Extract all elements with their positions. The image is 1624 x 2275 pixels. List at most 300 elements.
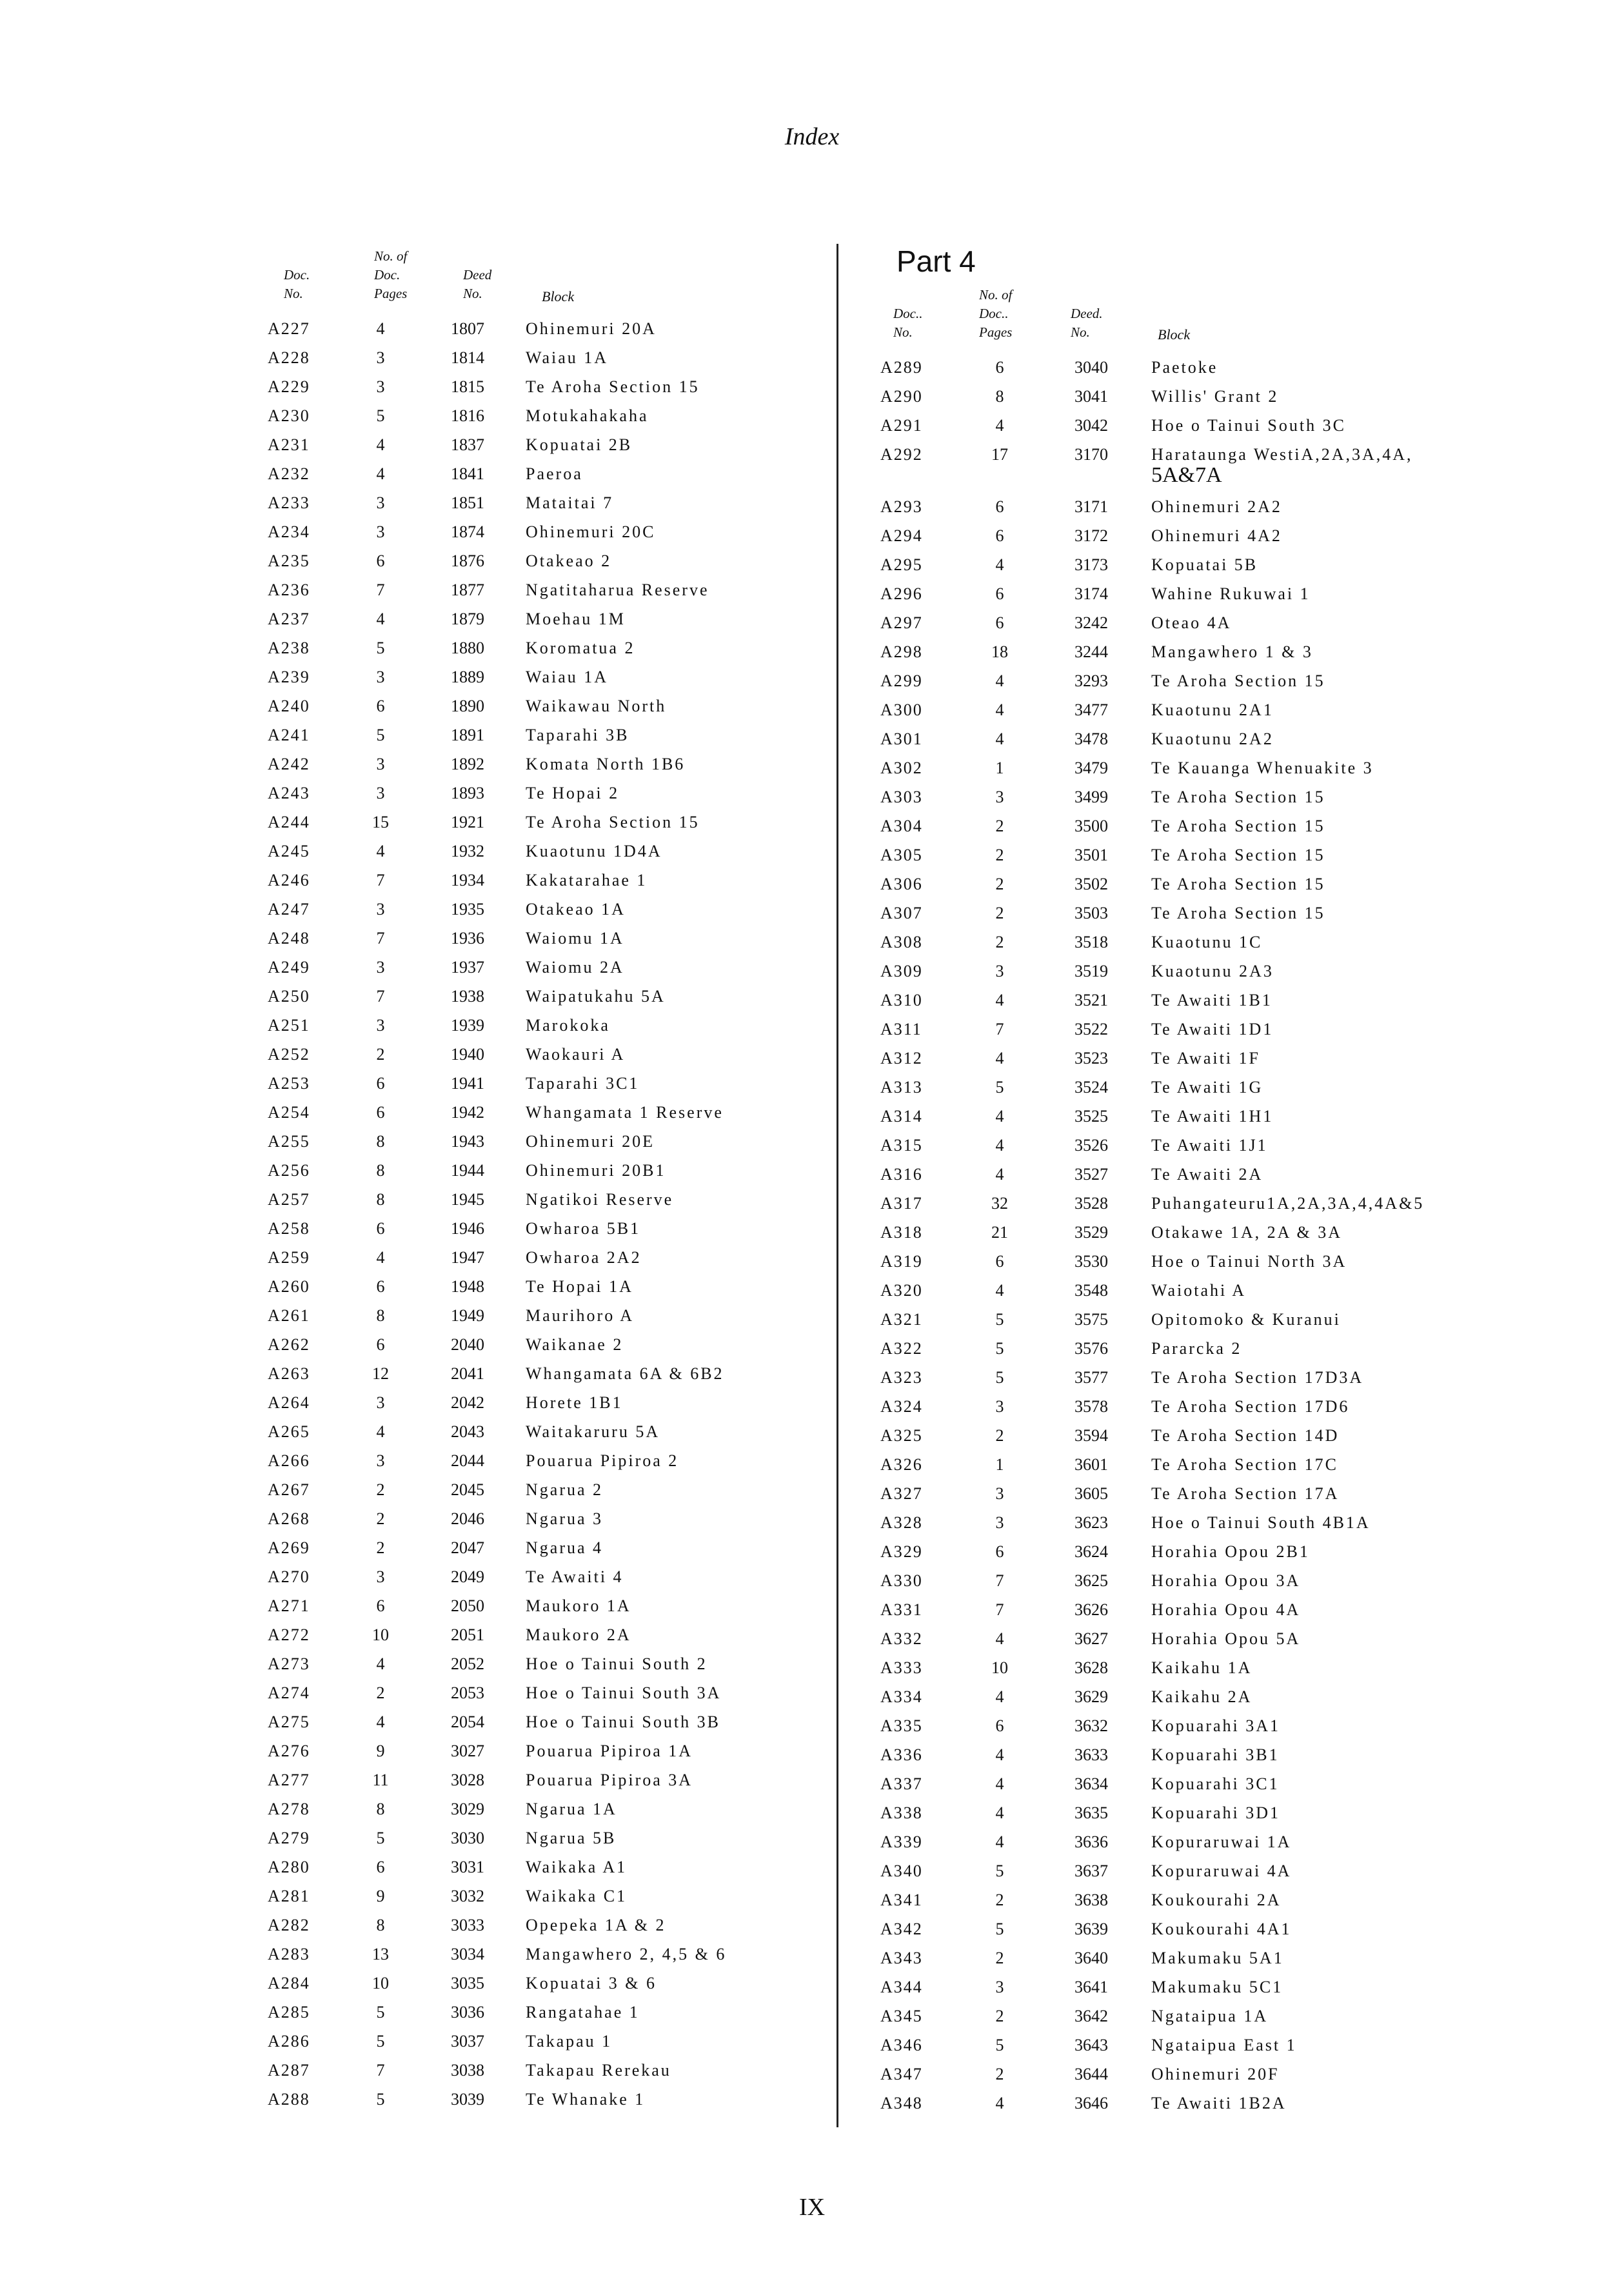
deed-number: 3172 bbox=[1074, 526, 1108, 545]
deed-number: 1939 bbox=[451, 1016, 484, 1035]
page-count: 4 bbox=[995, 1165, 1004, 1184]
block-name: Waikanae 2 bbox=[526, 1335, 624, 1354]
page-count: 18 bbox=[991, 642, 1008, 661]
block-name-continued: 5A&7A bbox=[1151, 463, 1222, 487]
right-doc-header: Doc.. No. bbox=[893, 306, 923, 340]
deed-number: 2053 bbox=[451, 1684, 484, 1702]
deed-number: 1932 bbox=[451, 842, 484, 860]
doc-number: A249 bbox=[268, 958, 310, 977]
page-count: 2 bbox=[376, 1538, 385, 1557]
deed-number: 3171 bbox=[1074, 497, 1108, 516]
doc-number: A273 bbox=[268, 1654, 310, 1673]
page-count: 6 bbox=[995, 1716, 1004, 1735]
doc-number: A275 bbox=[268, 1713, 310, 1731]
deed-number: 2045 bbox=[451, 1480, 484, 1499]
block-name: Ngataipua East 1 bbox=[1151, 2036, 1297, 2054]
deed-number: 3530 bbox=[1074, 1252, 1108, 1271]
deed-number: 3042 bbox=[1074, 416, 1108, 435]
block-name: Te Aroha Section 17C bbox=[1151, 1455, 1338, 1474]
doc-number: A319 bbox=[880, 1252, 923, 1271]
block-name: Kopuatai 3 & 6 bbox=[526, 1974, 657, 1992]
deed-number: 2054 bbox=[451, 1713, 484, 1731]
page-count: 4 bbox=[995, 555, 1004, 574]
block-name: Hoe o Tainui North 3A bbox=[1151, 1252, 1347, 1271]
page-count: 6 bbox=[376, 1858, 385, 1876]
block-name: Ngarua 5B bbox=[526, 1829, 617, 1847]
deed-number: 3031 bbox=[451, 1858, 484, 1876]
deed-number: 3641 bbox=[1074, 1978, 1108, 1996]
page-count: 3 bbox=[995, 1397, 1004, 1416]
doc-number: A306 bbox=[880, 875, 923, 893]
block-name: Ohinemuri 20B1 bbox=[526, 1161, 666, 1180]
block-name: Harataunga WestiA,2A,3A,4A, bbox=[1151, 445, 1413, 464]
deed-number: 1837 bbox=[451, 435, 484, 454]
doc-number: A333 bbox=[880, 1658, 923, 1677]
doc-number: A251 bbox=[268, 1016, 310, 1035]
block-name: Makumaku 5C1 bbox=[1151, 1978, 1283, 1996]
page-count: 3 bbox=[995, 1484, 1004, 1503]
block-name: Te Awaiti 1B2A bbox=[1151, 2094, 1287, 2112]
doc-number: A283 bbox=[268, 1945, 310, 1963]
deed-number: 3040 bbox=[1074, 358, 1108, 377]
block-name: Horahia Opou 5A bbox=[1151, 1629, 1301, 1648]
page-count: 4 bbox=[995, 1049, 1004, 1068]
deed-number: 3293 bbox=[1074, 671, 1108, 690]
page-count: 4 bbox=[995, 700, 1004, 719]
doc-number: A288 bbox=[268, 2090, 310, 2109]
block-name: Hoe o Tainui South 3A bbox=[526, 1684, 722, 1702]
page-count: 4 bbox=[376, 435, 385, 454]
block-name: Wahine Rukuwai 1 bbox=[1151, 584, 1311, 603]
block-name: Otakeao 1A bbox=[526, 900, 626, 919]
doc-number: A238 bbox=[268, 639, 310, 657]
deed-number: 3519 bbox=[1074, 962, 1108, 980]
doc-number: A274 bbox=[268, 1684, 310, 1702]
doc-number: A248 bbox=[268, 929, 310, 948]
block-name: Te Whanake 1 bbox=[526, 2090, 646, 2109]
doc-number: A227 bbox=[268, 319, 310, 338]
page-count: 2 bbox=[995, 933, 1004, 951]
deed-number: 3623 bbox=[1074, 1513, 1108, 1532]
deed-number: 2044 bbox=[451, 1451, 484, 1470]
page-count: 4 bbox=[995, 1774, 1004, 1793]
deed-number: 1949 bbox=[451, 1306, 484, 1325]
doc-number: A246 bbox=[268, 871, 310, 889]
page-count: 10 bbox=[991, 1658, 1008, 1677]
doc-number: A301 bbox=[880, 730, 923, 748]
doc-number: A234 bbox=[268, 522, 310, 541]
page-count: 2 bbox=[376, 1684, 385, 1702]
right-deed-header: Deed. No. bbox=[1071, 306, 1103, 340]
doc-number: A266 bbox=[268, 1451, 310, 1470]
page-count: 3 bbox=[376, 900, 385, 919]
page-count: 3 bbox=[995, 1513, 1004, 1532]
deed-number: 3605 bbox=[1074, 1484, 1108, 1503]
page-count: 6 bbox=[995, 1252, 1004, 1271]
block-name: Te Aroha Section 15 bbox=[1151, 817, 1325, 835]
deed-number: 3035 bbox=[451, 1974, 484, 1992]
deed-number: 3576 bbox=[1074, 1339, 1108, 1358]
doc-number: A231 bbox=[268, 435, 310, 454]
page-count: 1 bbox=[995, 759, 1004, 777]
doc-number: A343 bbox=[880, 1949, 923, 1967]
page-count: 2 bbox=[995, 2065, 1004, 2083]
doc-number: A332 bbox=[880, 1629, 923, 1648]
block-name: Oteao 4A bbox=[1151, 613, 1232, 632]
page-count: 2 bbox=[995, 846, 1004, 864]
deed-number: 1877 bbox=[451, 581, 484, 599]
block-name: Te Kauanga Whenuakite 3 bbox=[1151, 759, 1374, 777]
doc-number: A293 bbox=[880, 497, 923, 516]
deed-number: 3027 bbox=[451, 1742, 484, 1760]
block-name: Taparahi 3C1 bbox=[526, 1074, 640, 1093]
doc-number: A281 bbox=[268, 1887, 310, 1905]
page-count: 11 bbox=[372, 1771, 389, 1789]
page-count: 5 bbox=[995, 2036, 1004, 2054]
deed-number: 3626 bbox=[1074, 1600, 1108, 1619]
page-count: 3 bbox=[376, 1016, 385, 1035]
deed-number: 2049 bbox=[451, 1567, 484, 1586]
deed-number: 1876 bbox=[451, 551, 484, 570]
doc-number: A271 bbox=[268, 1596, 310, 1615]
block-name: Te Aroha Section 15 bbox=[1151, 671, 1325, 690]
page-number: IX bbox=[798, 2194, 826, 2221]
doc-number: A269 bbox=[268, 1538, 310, 1557]
page-count: 2 bbox=[995, 1891, 1004, 1909]
doc-number: A334 bbox=[880, 1687, 923, 1706]
page-count: 7 bbox=[995, 1020, 1004, 1038]
block-name: Waiomu 2A bbox=[526, 958, 624, 977]
deed-number: 3037 bbox=[451, 2032, 484, 2051]
deed-number: 3634 bbox=[1074, 1774, 1108, 1793]
page-count: 9 bbox=[376, 1742, 385, 1760]
deed-number: 1851 bbox=[451, 493, 484, 512]
deed-number: 1814 bbox=[451, 348, 484, 367]
page-count: 5 bbox=[376, 2090, 385, 2109]
deed-number: 1816 bbox=[451, 406, 484, 425]
block-name: Te Aroha Section 15 bbox=[1151, 788, 1325, 806]
doc-number: A259 bbox=[268, 1248, 310, 1267]
page-count: 5 bbox=[376, 1829, 385, 1847]
doc-number: A286 bbox=[268, 2032, 310, 2051]
block-name: Ngatikoi Reserve bbox=[526, 1190, 674, 1209]
doc-number: A337 bbox=[880, 1774, 923, 1793]
page-count: 8 bbox=[376, 1190, 385, 1209]
block-name: Takapau 1 bbox=[526, 2032, 613, 2051]
block-name: Horete 1B1 bbox=[526, 1393, 623, 1412]
deed-number: 1942 bbox=[451, 1103, 484, 1122]
block-name: Motukahakaha bbox=[526, 406, 649, 425]
deed-number: 3637 bbox=[1074, 1862, 1108, 1880]
page-count: 4 bbox=[995, 416, 1004, 435]
deed-number: 3522 bbox=[1074, 1020, 1108, 1038]
doc-number: A323 bbox=[880, 1368, 923, 1387]
page-count: 9 bbox=[376, 1887, 385, 1905]
page-count: 3 bbox=[376, 755, 385, 773]
page-count: 5 bbox=[376, 406, 385, 425]
doc-number: A341 bbox=[880, 1891, 923, 1909]
block-name: Waiau 1A bbox=[526, 348, 609, 367]
page-count: 2 bbox=[995, 875, 1004, 893]
page-count: 6 bbox=[376, 1596, 385, 1615]
deed-number: 3500 bbox=[1074, 817, 1108, 835]
deed-number: 3594 bbox=[1074, 1426, 1108, 1445]
block-name: Waiau 1A bbox=[526, 668, 609, 686]
page-count: 10 bbox=[372, 1974, 389, 1992]
block-name: Paeroa bbox=[526, 464, 583, 483]
block-name: Pouarua Pipiroa 2 bbox=[526, 1451, 679, 1470]
deed-number: 3635 bbox=[1074, 1803, 1108, 1822]
doc-number: A342 bbox=[880, 1920, 923, 1938]
deed-number: 2050 bbox=[451, 1596, 484, 1615]
page-count: 6 bbox=[995, 526, 1004, 545]
block-name: Waiotahi A bbox=[1151, 1281, 1247, 1300]
block-name: Puhangateuru1A,2A,3A,4,4A&5 bbox=[1151, 1194, 1425, 1213]
deed-number: 1947 bbox=[451, 1248, 484, 1267]
page-count: 6 bbox=[995, 584, 1004, 603]
page-count: 3 bbox=[376, 377, 385, 396]
deed-number: 1946 bbox=[451, 1219, 484, 1238]
deed-number: 3625 bbox=[1074, 1571, 1108, 1590]
block-name: Hoe o Tainui South 4B1A bbox=[1151, 1513, 1371, 1532]
page-count: 8 bbox=[376, 1916, 385, 1934]
page-count: 4 bbox=[995, 2094, 1004, 2112]
deed-number: 1893 bbox=[451, 784, 484, 802]
page-count: 21 bbox=[991, 1223, 1008, 1242]
page-count: 8 bbox=[376, 1132, 385, 1151]
page-count: 32 bbox=[991, 1194, 1008, 1213]
block-name: Waipatukahu 5A bbox=[526, 987, 666, 1006]
block-name: Kuaotunu 2A1 bbox=[1151, 700, 1274, 719]
page-count: 5 bbox=[995, 1920, 1004, 1938]
page-count: 8 bbox=[376, 1306, 385, 1325]
deed-number: 3479 bbox=[1074, 759, 1108, 777]
doc-number: A316 bbox=[880, 1165, 923, 1184]
doc-number: A338 bbox=[880, 1803, 923, 1822]
block-name: Te Aroha Section 17A bbox=[1151, 1484, 1340, 1503]
doc-number: A298 bbox=[880, 642, 923, 661]
doc-number: A243 bbox=[268, 784, 310, 802]
page-count: 4 bbox=[995, 1687, 1004, 1706]
doc-number: A245 bbox=[268, 842, 310, 860]
doc-number: A276 bbox=[268, 1742, 310, 1760]
doc-number: A312 bbox=[880, 1049, 923, 1068]
page-count: 4 bbox=[995, 1629, 1004, 1648]
page-count: 2 bbox=[995, 817, 1004, 835]
doc-number: A310 bbox=[880, 991, 923, 1009]
deed-number: 1889 bbox=[451, 668, 484, 686]
deed-number: 1815 bbox=[451, 377, 484, 396]
page-count: 3 bbox=[376, 493, 385, 512]
part-heading: Part 4 bbox=[896, 244, 976, 278]
page-count: 6 bbox=[376, 1103, 385, 1122]
doc-number: A264 bbox=[268, 1393, 310, 1412]
doc-number: A303 bbox=[880, 788, 923, 806]
doc-number: A272 bbox=[268, 1625, 310, 1644]
doc-number: A250 bbox=[268, 987, 310, 1006]
block-name: Ngataipua 1A bbox=[1151, 2007, 1269, 2025]
page-count: 2 bbox=[995, 2007, 1004, 2025]
deed-number: 3527 bbox=[1074, 1165, 1108, 1184]
block-name: Koukourahi 4A1 bbox=[1151, 1920, 1292, 1938]
block-name: Kopuatai 2B bbox=[526, 435, 633, 454]
deed-number: 3032 bbox=[451, 1887, 484, 1905]
doc-number: A240 bbox=[268, 697, 310, 715]
deed-number: 2046 bbox=[451, 1509, 484, 1528]
block-name: Opitomoko & Kuranui bbox=[1151, 1310, 1341, 1329]
deed-number: 1879 bbox=[451, 610, 484, 628]
doc-number: A242 bbox=[268, 755, 310, 773]
doc-number: A340 bbox=[880, 1862, 923, 1880]
block-name: Te Awaiti 1H1 bbox=[1151, 1107, 1274, 1126]
deed-number: 3526 bbox=[1074, 1136, 1108, 1155]
block-name: Maukoro 1A bbox=[526, 1596, 631, 1615]
page-count: 5 bbox=[995, 1368, 1004, 1387]
block-name: Kaikahu 2A bbox=[1151, 1687, 1253, 1706]
block-name: Te Awaiti 1F bbox=[1151, 1049, 1261, 1068]
block-name: Waitakaruru 5A bbox=[526, 1422, 660, 1441]
block-name: Ngarua 2 bbox=[526, 1480, 604, 1499]
page-count: 5 bbox=[995, 1862, 1004, 1880]
deed-number: 1945 bbox=[451, 1190, 484, 1209]
page-count: 3 bbox=[376, 1393, 385, 1412]
page-count: 3 bbox=[376, 1567, 385, 1586]
doc-number: A331 bbox=[880, 1600, 923, 1619]
doc-number: A299 bbox=[880, 671, 923, 690]
page-count: 4 bbox=[376, 464, 385, 483]
deed-number: 3525 bbox=[1074, 1107, 1108, 1126]
page-count: 6 bbox=[995, 358, 1004, 377]
block-name: Kaikahu 1A bbox=[1151, 1658, 1253, 1677]
block-name: Makumaku 5A1 bbox=[1151, 1949, 1284, 1967]
deed-number: 3477 bbox=[1074, 700, 1108, 719]
block-name: Otakeao 2 bbox=[526, 551, 612, 570]
page-count: 7 bbox=[995, 1571, 1004, 1590]
deed-number: 3523 bbox=[1074, 1049, 1108, 1068]
page-count: 10 bbox=[372, 1625, 389, 1644]
block-name: Koromatua 2 bbox=[526, 639, 635, 657]
page-count: 2 bbox=[995, 904, 1004, 922]
deed-number: 1938 bbox=[451, 987, 484, 1006]
page-count: 13 bbox=[372, 1945, 389, 1963]
doc-number: A277 bbox=[268, 1771, 310, 1789]
doc-number: A232 bbox=[268, 464, 310, 483]
doc-number: A268 bbox=[268, 1509, 310, 1528]
deed-number: 2043 bbox=[451, 1422, 484, 1441]
deed-number: 1948 bbox=[451, 1277, 484, 1296]
deed-number: 1935 bbox=[451, 900, 484, 919]
doc-number: A314 bbox=[880, 1107, 923, 1126]
page-count: 6 bbox=[376, 551, 385, 570]
doc-number: A254 bbox=[268, 1103, 310, 1122]
page-count: 4 bbox=[995, 1136, 1004, 1155]
doc-number: A287 bbox=[268, 2061, 310, 2080]
deed-number: 3501 bbox=[1074, 846, 1108, 864]
page-count: 2 bbox=[376, 1045, 385, 1064]
block-name: Te Aroha Section 14D bbox=[1151, 1426, 1340, 1445]
left-pages-header: No. of Doc. Pages bbox=[374, 248, 408, 301]
deed-number: 2051 bbox=[451, 1625, 484, 1644]
page-count: 5 bbox=[995, 1339, 1004, 1358]
doc-number: A239 bbox=[268, 668, 310, 686]
block-name: Ohinemuri 20C bbox=[526, 522, 656, 541]
doc-number: A347 bbox=[880, 2065, 923, 2083]
block-name: Owharoa 2A2 bbox=[526, 1248, 642, 1267]
deed-number: 3036 bbox=[451, 2003, 484, 2022]
block-name: Ngarua 1A bbox=[526, 1800, 617, 1818]
block-name: Taparahi 3B bbox=[526, 726, 629, 744]
block-name: Te Awaiti 1B1 bbox=[1151, 991, 1272, 1009]
page-count: 2 bbox=[995, 1426, 1004, 1445]
page-count: 5 bbox=[376, 2003, 385, 2022]
page-count: 3 bbox=[376, 1451, 385, 1470]
deed-number: 3041 bbox=[1074, 387, 1108, 406]
doc-number: A291 bbox=[880, 416, 923, 435]
page-count: 6 bbox=[376, 1335, 385, 1354]
doc-number: A247 bbox=[268, 900, 310, 919]
deed-number: 3030 bbox=[451, 1829, 484, 1847]
deed-number: 2052 bbox=[451, 1654, 484, 1673]
block-name: Rangatahae 1 bbox=[526, 2003, 640, 2022]
left-doc-header: Doc. No. bbox=[284, 267, 310, 301]
page-count: 5 bbox=[995, 1310, 1004, 1329]
page-count: 8 bbox=[995, 387, 1004, 406]
block-name: Waokauri A bbox=[526, 1045, 626, 1064]
doc-number: A262 bbox=[268, 1335, 310, 1354]
deed-number: 3503 bbox=[1074, 904, 1108, 922]
doc-number: A336 bbox=[880, 1745, 923, 1764]
doc-number: A315 bbox=[880, 1136, 923, 1155]
block-name: Paetoke bbox=[1151, 358, 1218, 377]
block-name: Komata North 1B6 bbox=[526, 755, 686, 773]
doc-number: A326 bbox=[880, 1455, 923, 1474]
deed-number: 1891 bbox=[451, 726, 484, 744]
deed-number: 1940 bbox=[451, 1045, 484, 1064]
doc-number: A230 bbox=[268, 406, 310, 425]
deed-number: 3524 bbox=[1074, 1078, 1108, 1097]
page-count: 5 bbox=[995, 1078, 1004, 1097]
deed-number: 3639 bbox=[1074, 1920, 1108, 1938]
deed-number: 3039 bbox=[451, 2090, 484, 2109]
deed-number: 3644 bbox=[1074, 2065, 1108, 2083]
deed-number: 3578 bbox=[1074, 1397, 1108, 1416]
doc-number: A279 bbox=[268, 1829, 310, 1847]
doc-number: A330 bbox=[880, 1571, 923, 1590]
block-name: Kuaotunu 1C bbox=[1151, 933, 1263, 951]
page-count: 7 bbox=[376, 581, 385, 599]
deed-number: 1937 bbox=[451, 958, 484, 977]
doc-number: A346 bbox=[880, 2036, 923, 2054]
doc-number: A270 bbox=[268, 1567, 310, 1586]
block-name: Kopuarahi 3C1 bbox=[1151, 1774, 1280, 1793]
page-count: 2 bbox=[995, 1949, 1004, 1967]
page-count: 12 bbox=[372, 1364, 389, 1383]
left-deed-header: Deed No. bbox=[463, 267, 492, 301]
block-name: Hoe o Tainui South 2 bbox=[526, 1654, 708, 1673]
deed-number: 3642 bbox=[1074, 2007, 1108, 2025]
block-name: Ngarua 4 bbox=[526, 1538, 604, 1557]
page-count: 4 bbox=[376, 610, 385, 628]
block-name: Pouarua Pipiroa 1A bbox=[526, 1742, 693, 1760]
page-count: 6 bbox=[376, 1074, 385, 1093]
page-count: 4 bbox=[376, 1654, 385, 1673]
doc-number: A235 bbox=[268, 551, 310, 570]
deed-number: 3638 bbox=[1074, 1891, 1108, 1909]
page-count: 3 bbox=[995, 962, 1004, 980]
doc-number: A329 bbox=[880, 1542, 923, 1561]
block-name: Kopuarahi 3A1 bbox=[1151, 1716, 1281, 1735]
deed-number: 2041 bbox=[451, 1364, 484, 1383]
